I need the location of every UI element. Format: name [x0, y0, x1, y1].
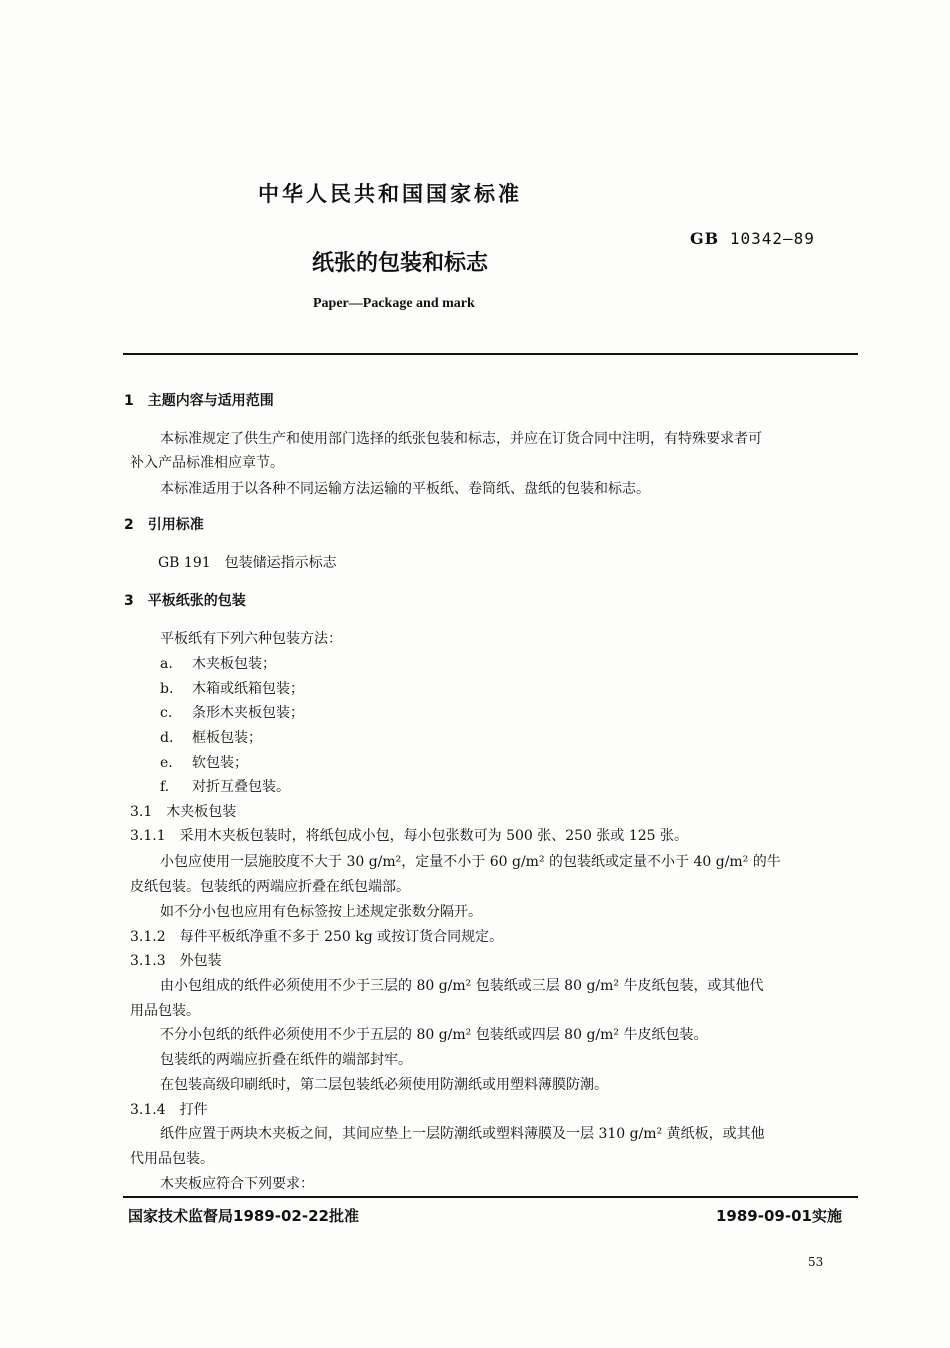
list-item: [160, 702, 304, 722]
section-3-1-3-heading: 3.1.3 外包装: [130, 953, 222, 969]
list-item-text: 木夹板包装；: [192, 656, 276, 672]
list-item: [160, 653, 276, 673]
list-item-text: 木箱或纸箱包装；: [192, 681, 304, 697]
list-item-text: 框板包装；: [192, 730, 262, 746]
section-1-paragraph-2: 本标准适用于以各种不同运输方法运输的平板纸、卷筒纸、盘纸的包装和标志。: [160, 481, 650, 497]
section-3-1-1: 3.1.1 采用木夹板包装时，将纸包成小包，每小包张数可为 500 张、250 张或 125 张。: [130, 828, 689, 844]
list-item: [160, 678, 304, 698]
section-3-1-1-paragraph-1-cont: 皮纸包装。包装纸的两端应折叠在纸包端部。: [130, 879, 410, 895]
approval-line: 国家技术监督局1989-02-22批准: [128, 1207, 359, 1225]
section-3-1-1-paragraph-2: 如不分小包也应用有色标签按上述规定张数分隔开。: [160, 904, 482, 920]
section-3-1-4-paragraph-2: 木夹板应符合下列要求：: [160, 1176, 314, 1192]
section-3-1-2: 3.1.2 每件平板纸净重不多于 250 kg 或按订货合同规定。: [130, 929, 504, 945]
section-2-heading: 2 引用标准: [124, 517, 204, 533]
section-2-reference: GB 191 包装储运指示标志: [158, 555, 337, 571]
effective-date: 1989-09-01实施: [716, 1207, 842, 1225]
document-title: 纸张的包装和标志: [312, 251, 489, 276]
footer-rule: [123, 1196, 858, 1198]
standard-code-number: 10342—89: [729, 229, 815, 248]
section-1-heading: 1 主题内容与适用范围: [124, 393, 274, 409]
section-3-1-3-paragraph-1: 由小包组成的纸件必须使用不少于三层的 80 g/m² 包装纸或三层 80 g/m² 牛皮纸包装，或其他代: [160, 978, 764, 994]
standard-code: [690, 229, 815, 248]
list-item-text: 软包装；: [192, 755, 248, 771]
list-item-text: 条形木夹板包装；: [192, 705, 304, 721]
list-item: [160, 776, 290, 796]
english-title: Paper—Package and mark: [313, 296, 475, 311]
list-item-text: 对折互叠包装。: [192, 779, 290, 795]
list-item: [160, 727, 262, 747]
list-item-letter: f.: [160, 779, 170, 795]
list-item-letter: a.: [160, 656, 173, 672]
section-3-1-3-paragraph-2: 不分小包纸的纸件必须使用不少于五层的 80 g/m² 包装纸或四层 80 g/m² 牛皮纸包装。: [160, 1027, 708, 1043]
section-3-1-3-paragraph-4: 在包装高级印刷纸时，第二层包装纸必须使用防潮纸或用塑料薄膜防潮。: [160, 1077, 608, 1093]
section-3-1-4-paragraph-1-cont: 代用品包装。: [130, 1151, 214, 1167]
section-3-intro: 平板纸有下列六种包装方法：: [160, 631, 342, 647]
standard-code-prefix: GB: [690, 229, 720, 248]
section-3-1-heading: 3.1 木夹板包装: [130, 804, 237, 820]
section-1-paragraph-1: 本标准规定了供生产和使用部门选择的纸张包装和标志，并应在订货合同中注明，有特殊要求者可: [160, 431, 762, 447]
org-title: 中华人民共和国国家标准: [258, 182, 522, 206]
page-number: 53: [808, 1255, 824, 1269]
header-rule: [123, 353, 858, 355]
list-item-letter: c.: [160, 705, 173, 721]
list-item-letter: d.: [160, 730, 174, 746]
section-3-1-3-paragraph-3: 包装纸的两端应折叠在纸件的端部封牢。: [160, 1052, 412, 1068]
section-1-paragraph-1-cont: 补入产品标准相应章节。: [130, 455, 284, 471]
section-3-1-4-paragraph-1: 纸件应置于两块木夹板之间，其间应垫上一层防潮纸或塑料薄膜及一层 310 g/m² 黄纸板，或其他: [160, 1126, 765, 1142]
section-3-heading: 3 平板纸张的包装: [124, 593, 246, 609]
section-3-1-4-heading: 3.1.4 打件: [130, 1102, 208, 1118]
section-3-1-1-paragraph-1: 小包应使用一层施胶度不大于 30 g/m²，定量不小于 60 g/m² 的包装纸或定量不小于 40 g/m² 的牛: [160, 854, 781, 870]
list-item-letter: b.: [160, 681, 174, 697]
list-item-letter: e.: [160, 755, 173, 771]
section-3-1-3-paragraph-1-cont: 用品包装。: [130, 1003, 200, 1019]
list-item: [160, 752, 248, 772]
